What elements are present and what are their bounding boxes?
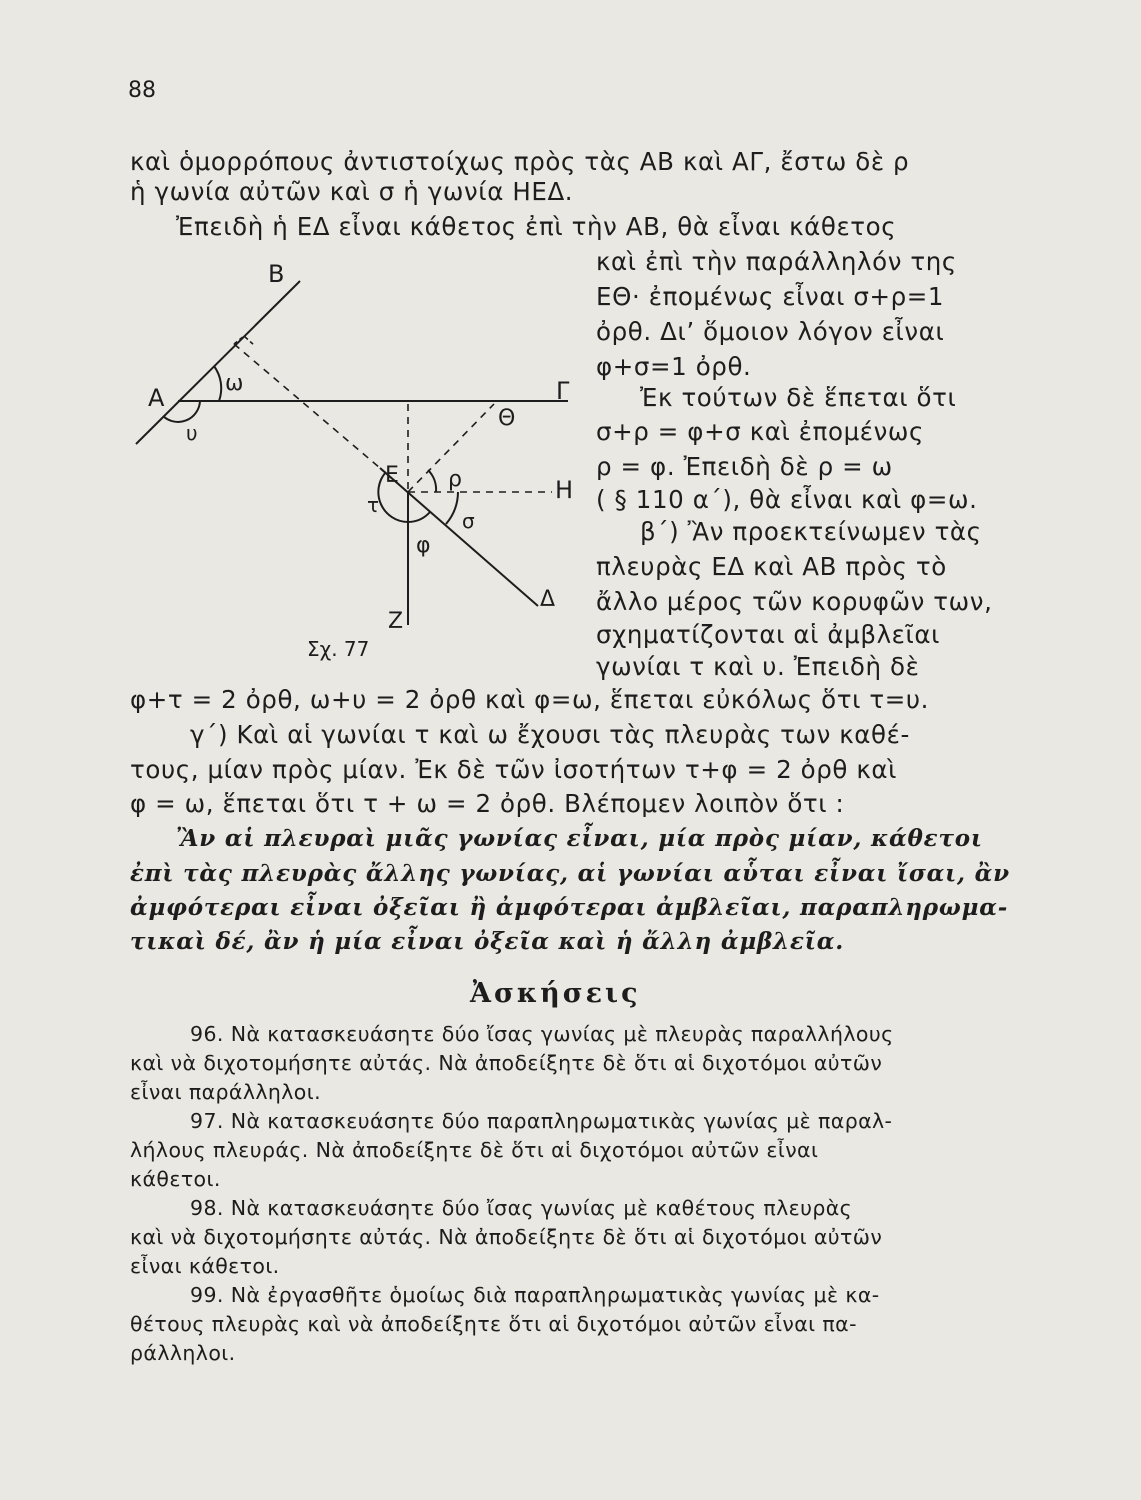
text-line-9: σ+ρ = φ+σ καὶ ἐπομένως xyxy=(596,417,924,446)
theorem-line-2: ἐπὶ τὰς πλευρὰς ἄλλης γωνίας, αἱ γωνίαι αὗται εἶναι ἴσαι, ἂν xyxy=(130,860,1010,887)
exercise-line-8: καὶ νὰ διχοτομήσητε αὐτάς. Νὰ ἀποδείξητε δὲ ὅτι αἱ διχοτόμοι αὐτῶν xyxy=(130,1225,883,1249)
label-phi: φ xyxy=(416,533,431,558)
text-line-2: ἡ γωνία αὐτῶν καὶ σ ἡ γωνία ΗΕΔ. xyxy=(130,177,574,206)
line-ab xyxy=(136,281,300,444)
text-line-20: φ = ω, ἕπεται ὅτι τ + ω = 2 ὀρθ. Βλέπομεν λοιπὸν ὅτι : xyxy=(130,789,845,818)
exercises-heading: Ἀσκήσεις xyxy=(470,978,641,1009)
label-z: Ζ xyxy=(388,609,404,634)
line-perp-ab xyxy=(234,344,380,468)
exercise-line-2: καὶ νὰ διχοτομήσητε αὐτάς. Νὰ ἀποδείξητε δὲ ὅτι αἱ διχοτόμοι αὐτῶν xyxy=(130,1051,883,1075)
figure-77 xyxy=(0,0,600,680)
exercise-line-12: ράλληλοι. xyxy=(130,1341,236,1365)
theorem-line-1: Ἂν αἱ πλευραὶ μιᾶς γωνίας εἶναι, μία πρὸς μίαν, κάθετοι xyxy=(176,825,983,852)
text-line-7: φ+σ=1 ὀρθ. xyxy=(596,352,752,381)
exercise-line-11: θέτους πλευρὰς καὶ νὰ ἀποδείξητε ὅτι αἱ διχοτόμοι αὐτῶν εἶναι πα- xyxy=(130,1312,857,1336)
text-line-10: ρ = φ. Ἐπειδὴ δὲ ρ = ω xyxy=(596,452,893,481)
exercise-line-4: 97. Νὰ κατασκευάσητε δύο παραπληρωματικὰς γωνίας μὲ παραλ- xyxy=(190,1109,893,1133)
label-a: Α xyxy=(148,384,165,412)
exercise-line-1: 96. Νὰ κατασκευάσητε δύο ἴσας γωνίας μὲ πλευρὰς παραλλήλους xyxy=(190,1022,894,1046)
theorem-line-3: ἀμφότεραι εἶναι ὀξεῖαι ἢ ἀμφότεραι ἀμβλεῖαι, παραπληρωμα- xyxy=(130,894,1009,921)
label-tau: τ xyxy=(367,493,380,517)
exercise-line-5: λήλους πλευράς. Νὰ ἀποδείξητε δὲ ὅτι αἱ διχοτόμοι αὐτῶν εἶναι xyxy=(130,1138,819,1162)
theorem-line-4: τικαὶ δέ, ἂν ἡ μία εἶναι ὀξεῖα καὶ ἡ ἄλλη ἀμβλεῖα. xyxy=(130,928,845,955)
text-line-16: γωνίαι τ καὶ υ. Ἐπειδὴ δὲ xyxy=(596,652,920,681)
text-line-8: Ἐκ τούτων δὲ ἕπεται ὅτι xyxy=(640,383,957,412)
text-line-4: καὶ ἐπὶ τὴν παράλληλόν της xyxy=(596,247,957,276)
exercise-line-7: 98. Νὰ κατασκευάσητε δύο ἴσας γωνίας μὲ καθέτους πλευρὰς xyxy=(190,1196,853,1220)
text-line-17: φ+τ = 2 ὀρθ, ω+υ = 2 ὀρθ καὶ φ=ω, ἕπεται εὐκόλως ὅτι τ=υ. xyxy=(130,685,929,714)
text-line-12: β΄) Ἂν προεκτείνωμεν τὰς xyxy=(640,517,982,546)
text-line-18: γ΄) Καὶ αἱ γωνίαι τ καὶ ω ἔχουσι τὰς πλευρὰς των καθέ- xyxy=(190,720,910,749)
exercise-line-6: κάθετοι. xyxy=(130,1167,221,1191)
text-line-13: πλευρὰς ΕΔ καὶ ΑΒ πρὸς τὸ xyxy=(596,552,947,581)
text-line-6: ὀρθ. Δι’ ὅμοιον λόγον εἶναι xyxy=(596,317,945,346)
exercise-line-10: 99. Νὰ ἐργασθῆτε ὁμοίως διὰ παραπληρωματικὰς γωνίας μὲ κα- xyxy=(190,1283,880,1307)
text-line-1: καὶ ὁμορρόπους ἀντιστοίχως πρὸς τὰς ΑΒ καὶ ΑΓ, ἔστω δὲ ρ xyxy=(130,147,910,176)
label-g: Γ xyxy=(556,377,570,405)
label-upsilon: υ xyxy=(186,421,198,445)
arc-phi xyxy=(408,512,430,522)
label-h: Η xyxy=(555,476,574,504)
text-line-15: σχηματίζονται αἱ ἀμβλεῖαι xyxy=(596,620,941,649)
text-line-14: ἄλλο μέρος τῶν κορυφῶν των, xyxy=(596,587,993,616)
text-line-19: τους, μίαν πρὸς μίαν. Ἐκ δὲ τῶν ἰσοτήτων τ+φ = 2 ὀρθ καὶ xyxy=(130,755,898,784)
arc-sigma xyxy=(446,492,458,524)
label-d: Δ xyxy=(540,587,556,612)
label-rho: ρ xyxy=(448,467,462,492)
label-theta: Θ xyxy=(498,406,516,431)
label-b: Β xyxy=(268,260,285,288)
page-number: 88 xyxy=(128,78,156,103)
label-e: Ε xyxy=(385,463,399,488)
exercise-line-9: εἶναι κάθετοι. xyxy=(130,1254,280,1278)
text-line-11: ( § 110 α΄), θὰ εἶναι καὶ φ=ω. xyxy=(596,485,978,514)
arc-rho xyxy=(428,470,436,492)
figure-caption: Σχ. 77 xyxy=(307,637,370,661)
text-line-5: ΕΘ· ἐπομένως εἶναι σ+ρ=1 xyxy=(596,282,945,311)
text-line-3: Ἐπειδὴ ἡ ΕΔ εἶναι κάθετος ἐπὶ τὴν ΑΒ, θὰ εἶναι κάθετος xyxy=(176,212,897,241)
arc-omega xyxy=(214,366,221,401)
label-sigma: σ xyxy=(462,509,475,533)
label-omega: ω xyxy=(225,371,244,396)
exercise-line-3: εἶναι παράλληλοι. xyxy=(130,1080,321,1104)
